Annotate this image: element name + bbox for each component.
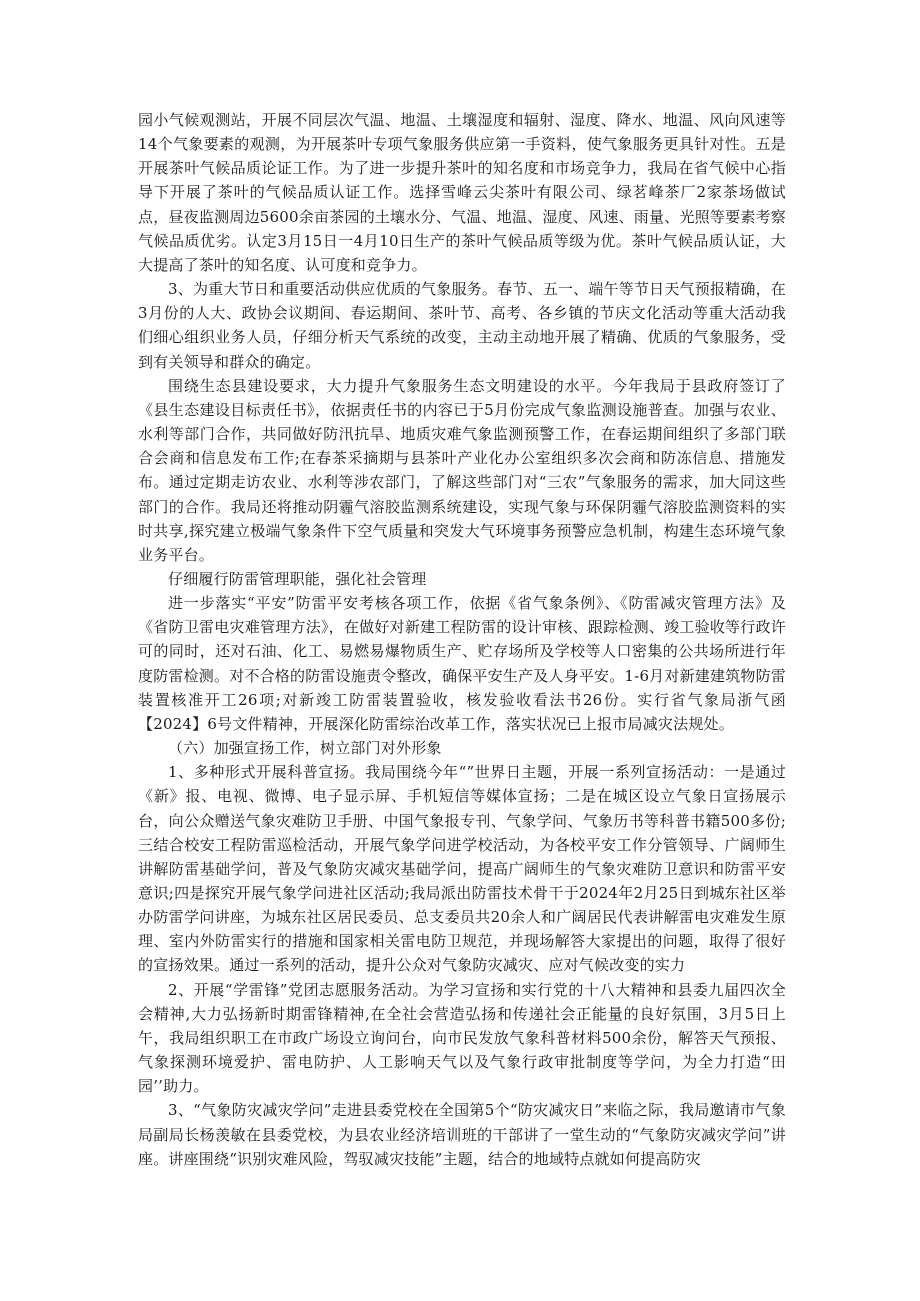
heading-section-six: （六）加强宣扬工作，树立部门对外形象 <box>168 739 442 758</box>
paragraph-tea-climate: 园小气候观测站，开展不同层次气温、地温、土壤湿度和辐射、湿度、降水、地温、风向风速等14个气象要素的观测，为开展茶叶专项气象服务供应第一手资料，使气象服务更具针对性。五是开展茶叶气候品质论证工作。为了进一步提升茶叶的知名度和市场竞争力，我局在省气候中心指导下开展了茶叶的气候品质认证工作。选择雪峰云尖茶叶有限公司、绿茗峰茶厂2家茶场做试点，昼夜监测周边5600余亩茶园的土壤水分、气温、地温、湿度、风速、雨量、光照等要素考察气候品质优劣。认定3月15日一4月10日生产的茶叶气候品质等级为优。茶叶气候品质认证，大大提高了茶叶的知名度、认可度和竞争力。 <box>138 111 786 274</box>
paragraph-holiday-service: 3、为重大节日和重要活动供应优质的气象服务。春节、五一、端午等节日天气预报精确，在3月份的人大、政协会议期间、春运期间、茶叶节、高考、各乡镇的节庆文化活动等重大活动我们细心组织业务人员，仔细分析天气系统的改变，主动主动地开展了精确、优质的气象服务，受到有关领导和群众的确定。 <box>138 280 786 371</box>
paragraph-eco-county: 围绕生态县建设要求，大力提升气象服务生态文明建设的水平。今年我局于县政府签订了《县生态建设目标责任书》，依据责任书的内容已于5月份完成气象监测设施普查。加强与农业、水利等部门合作，共同做好防汛抗旱、地质灾难气象监测预警工作，在春运期间组织了多部门联合会商和信息发布工作;在春茶采摘期与县茶叶产业化办公室组织多次会商和防冻信息、措施发布。通过定期走访农业、水利等涉农部门，了解这些部门对“三农”气象服务的需求，加大同这些部门的合作。我局还将推动阴霾气溶胶监测系统建设，实现气象与环保阴霾气溶胶监测资料的实时共享,探究建立极端气象条件下空气质量和突发大气环境事务预警应急机制，构建生态环境气象业务平台。 <box>138 376 786 564</box>
paragraph-party-school: 3、“气象防灾减灾学问”走进县委党校在全国第5个“防灾减灾日”来临之际，我局邀请市气象局副局长杨羡敏在县委党校，为县农业经济培训班的干部讲了一堂生动的“气象防灾减灾学问”讲座。讲座围绕“识别灾难风险，驾驭减灾技能”主题，结合的地域特点就如何提高防灾 <box>138 1101 786 1168</box>
paragraph-science-promotion: 1、多种形式开展科普宣扬。我局围绕今年“”世界日主题，开展一系列宣扬活动：一是通过《新》报、电视、微博、电子显示屏、手机短信等媒体宣扬；二是在城区设立气象日宣扬展示台，向公众赠送气象灾难防卫手册、中国气象报专刊、气象学问、气象历书等科普书籍500多份;三结合校安工程防雷巡检活动，开展气象学问进学校活动，为各校平安工作分管领导、广阔师生讲解防雷基础学问，普及气象防灾减灾基础学问，提高广阔师生的气象灾难防卫意识和防雷平安意识;四是探究开展气象学问进社区活动;我局派出防雷技术骨干于2024年2月25日到城东社区举办防雷学问讲座，为城东社区居民委员、总支委员共20余人和广阔居民代表讲解雷电灾难发生原理、室内外防雷实行的措施和国家相关雷电防卫规范，并现场解答大家提出的问题，取得了很好的宣扬效果。通过一系列的活动，提升公众对气象防灾减灾、应对气候改变的实力 <box>138 763 786 975</box>
heading-lightning-management: 仔细履行防雷管理职能，强化社会管理 <box>168 569 427 588</box>
paragraph-lightning-safety: 进一步落实“平安”防雷平安考核各项工作，依据《省气象条例》、《防雷减灾管理方法》及《省防卫雷电灾难管理方法》，在做好对新建工程防雷的设计审核、跟踪检测、竣工验收等行政许可的同时，还对石油、化工、易燃易爆物质生产、贮存场所及学校等人口密集的公共场所进行年度防雷检测。对不合格的防雷设施责令整改，确保平安生产及人身平安。1-6月对新建建筑物防雷装置核准开工26项;对新竣工防雷装置验收，核发验收看法书26份。实行省气象局浙气函【2024】6号文件精神，开展深化防雷综治改革工作，落实状况已上报市局减灾法规处。 <box>138 594 786 733</box>
paragraph-volunteer-service: 2、开展“学雷锋”党团志愿服务活动。为学习宣扬和实行党的十八大精神和县委九届四次全会精神,大力弘扬新时期雷锋精神,在全社会营造弘扬和传递社会正能量的良好氛围，3月5日上午，我局组织职工在市政广场设立询问台，向市民发放气象科普材料500余份，解答天气预报、气象探测环境爱护、雷电防护、人工影响天气以及气象行政审批制度等学问，为全力打造“田园’’助力。 <box>138 980 786 1096</box>
document-body <box>138 108 786 1171</box>
